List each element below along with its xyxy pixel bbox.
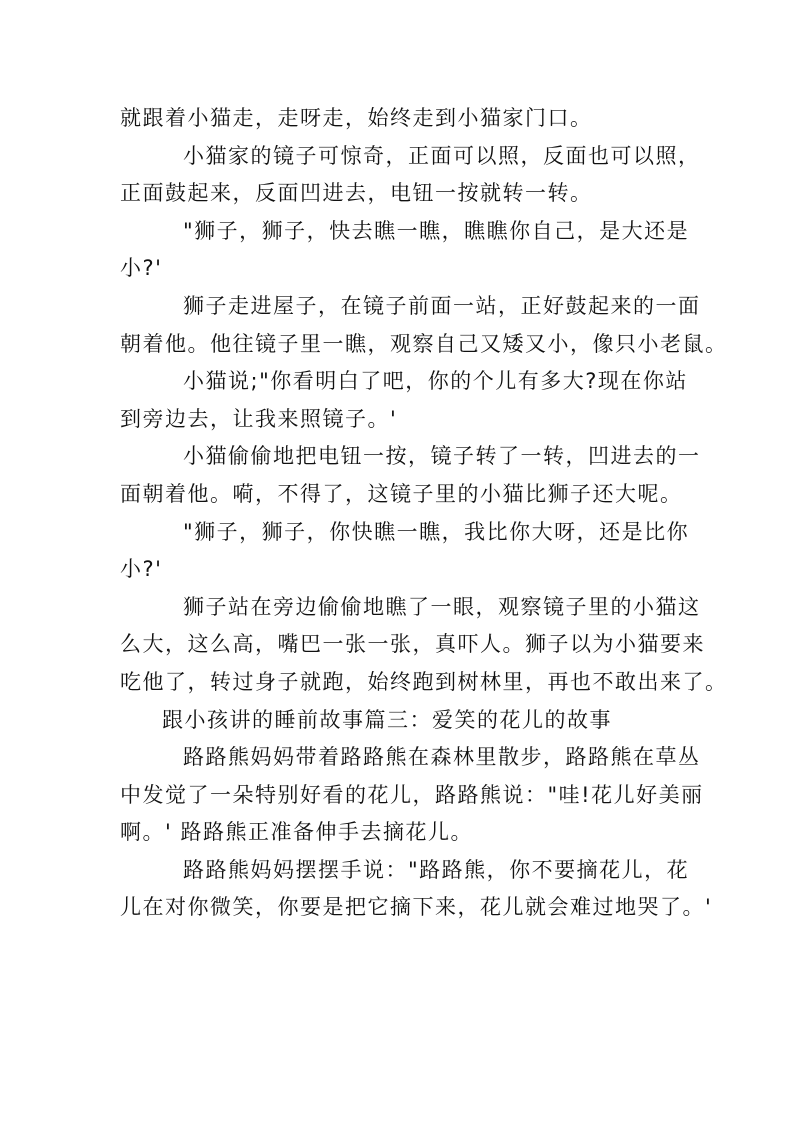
paragraph-start-line: "狮子，狮子，你快瞧一瞧，我比你大呀，还是比你 [183, 519, 690, 544]
paragraph-start-line: "狮子，狮子，快去瞧一瞧，瞧瞧你自己，是大还是 [183, 218, 690, 243]
text-line: 吃他了，转过身子就跑，始终跑到树林里，再也不敢出来了。 [120, 669, 728, 694]
paragraph-start-line: 狮子站在旁边偷偷地瞧了一眼，观察镜子里的小猫这 [183, 594, 701, 619]
text-line: 就跟着小猫走，走呀走，始终走到小猫家门口。 [120, 106, 593, 130]
paragraph-start-line: 狮子走进屋子，在镜子前面一站，正好鼓起来的一面 [183, 293, 701, 318]
text-line: 面朝着他。嗬，不得了，这镜子里的小猫比狮子还大呢。 [120, 481, 683, 506]
paragraph-start-line: 小猫偷偷地把电钮一按，镜子转了一转，凹进去的一 [183, 444, 701, 469]
text-line: 小?' [120, 256, 163, 281]
text-line: 小?' [120, 557, 163, 582]
text-line: 中发觉了一朵特别好看的花儿，路路熊说："哇!花儿好美丽 [120, 782, 704, 807]
paragraph-start-line: 路路熊妈妈摆摆手说："路路熊，你不要摘花儿，花 [183, 857, 690, 882]
text-line: 到旁边去，让我来照镜子。' [120, 406, 398, 431]
paragraph-start-line: 小猫家的镜子可惊奇，正面可以照，反面也可以照， [183, 143, 701, 168]
paragraph-start-line: 路路熊妈妈带着路路熊在森林里散步，路路熊在草丛 [183, 745, 701, 770]
text-line: 么大，这么高，嘴巴一张一张，真吓人。狮子以为小猫要来 [120, 632, 705, 657]
text-line: 啊。' 路路熊正准备伸手去摘花儿。 [120, 820, 473, 845]
text-line: 儿在对你微笑，你要是把它摘下来，花儿就会难过地哭了。' [120, 895, 713, 920]
text-line: 正面鼓起来，反面凹进去，电钮一按就转一转。 [120, 181, 593, 206]
story-text [120, 100, 728, 927]
text-line: 朝着他。他往镜子里一瞧，观察自己又矮又小，像只小老鼠。 [120, 331, 728, 356]
section-heading: 跟小孩讲的睡前故事篇三：爱笑的花儿的故事 [162, 707, 612, 732]
paragraph-start-line: 小猫说;"你看明白了吧，你的个儿有多大?现在你站 [183, 369, 688, 394]
